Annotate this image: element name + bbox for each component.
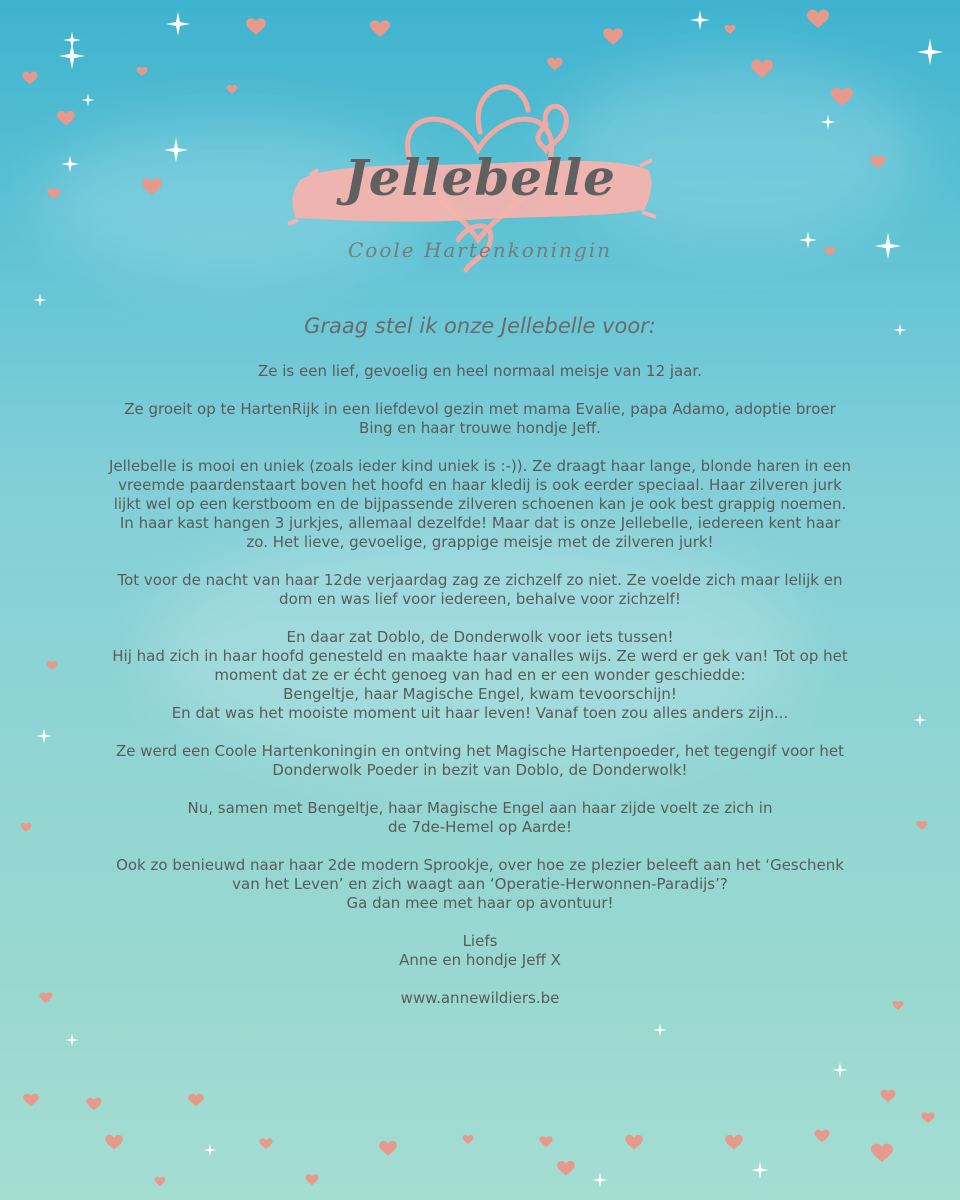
text-line: Bing en haar trouwe hondje Jeff. bbox=[359, 419, 601, 437]
text-line: Tot voor de nacht van haar 12de verjaardag zag ze zichzelf zo niet. Ze voelde zich maar lelijk en bbox=[117, 571, 843, 589]
intro-heading: Graag stel ik onze Jellebelle voor: bbox=[304, 314, 656, 338]
paragraph bbox=[90, 856, 870, 913]
text-line: Ga dan mee met haar op avontuur! bbox=[346, 894, 614, 912]
text-line: zo. Het lieve, gevoelige, grappige meisje met de zilveren jurk! bbox=[246, 533, 714, 551]
page-subtitle: Coole Hartenkoningin bbox=[347, 238, 613, 262]
text-line: En dat was het mooiste moment uit haar leven! Vanaf toen zou alles anders zijn... bbox=[171, 704, 789, 722]
paragraph bbox=[90, 628, 870, 723]
paragraph bbox=[90, 799, 870, 837]
text-line: Ook zo benieuwd naar haar 2de modern Sprookje, over hoe ze plezier beleeft aan het ‘Geschenk bbox=[116, 856, 844, 874]
page-title: Jellebelle bbox=[344, 148, 616, 207]
paragraph bbox=[90, 571, 870, 609]
text-line: Ze werd een Coole Hartenkoningin en ontving het Magische Hartenpoeder, het tegengif voor het bbox=[115, 742, 844, 760]
website-link[interactable]: www.annewildiers.be bbox=[400, 989, 560, 1007]
signature-greeting: Liefs bbox=[462, 932, 498, 950]
text-line: Ze is een lief, gevoelig en heel normaal meisje van 12 jaar. bbox=[257, 362, 702, 380]
text-line: moment dat ze er écht genoeg van had en er een wonder geschiedde: bbox=[214, 666, 746, 684]
text-line: vreemde paardenstaart boven het hoofd en haar kledij is ook eerder speciaal. Haar zilveren jurk bbox=[118, 476, 842, 494]
paragraph bbox=[90, 742, 870, 780]
paragraph bbox=[90, 362, 870, 381]
text-line: Hij had zich in haar hoofd genesteld en maakte haar vanalles wijs. Ze werd er gek van! Tot op het bbox=[112, 647, 848, 665]
text-line: van het Leven’ en zich waagt aan ‘Operatie-Herwonnen-Paradijs’? bbox=[232, 875, 728, 893]
text-line: En daar zat Doblo, de Donderwolk voor iets tussen! bbox=[286, 628, 674, 646]
paragraph bbox=[90, 457, 870, 552]
paragraph bbox=[90, 400, 870, 438]
text-line: In haar kast hangen 3 jurkjes, allemaal dezelfde! Maar dat is onze Jellebelle, iedereen kent haar bbox=[119, 514, 841, 532]
text-line: Nu, samen met Bengeltje, haar Magische Engel aan haar zijde voelt ze zich in bbox=[187, 799, 773, 817]
signature-name: Anne en hondje Jeff X bbox=[399, 951, 561, 969]
text-line: Ze groeit op te HartenRijk in een liefdevol gezin met mama Evalie, papa Adamo, adoptie broer bbox=[124, 400, 836, 418]
text-line: dom en was lief voor iedereen, behalve voor zichzelf! bbox=[279, 590, 681, 608]
text-line: lijkt wel op een kerstboom en de bijpassende zilveren schoenen kan je ook best grappig noemen. bbox=[113, 495, 847, 513]
text-line: Donderwolk Poeder in bezit van Doblo, de Donderwolk! bbox=[272, 761, 688, 779]
signature bbox=[90, 932, 870, 970]
text-line: Bengeltje, haar Magische Engel, kwam tevoorschijn! bbox=[283, 685, 677, 703]
text-line: de 7de-Hemel op Aarde! bbox=[387, 818, 573, 836]
website bbox=[90, 989, 870, 1008]
body-text bbox=[90, 362, 870, 1008]
text-line: Jellebelle is mooi en uniek (zoals ieder kind uniek is :-)). Ze draagt haar lange, blonde haren in een bbox=[108, 457, 852, 475]
